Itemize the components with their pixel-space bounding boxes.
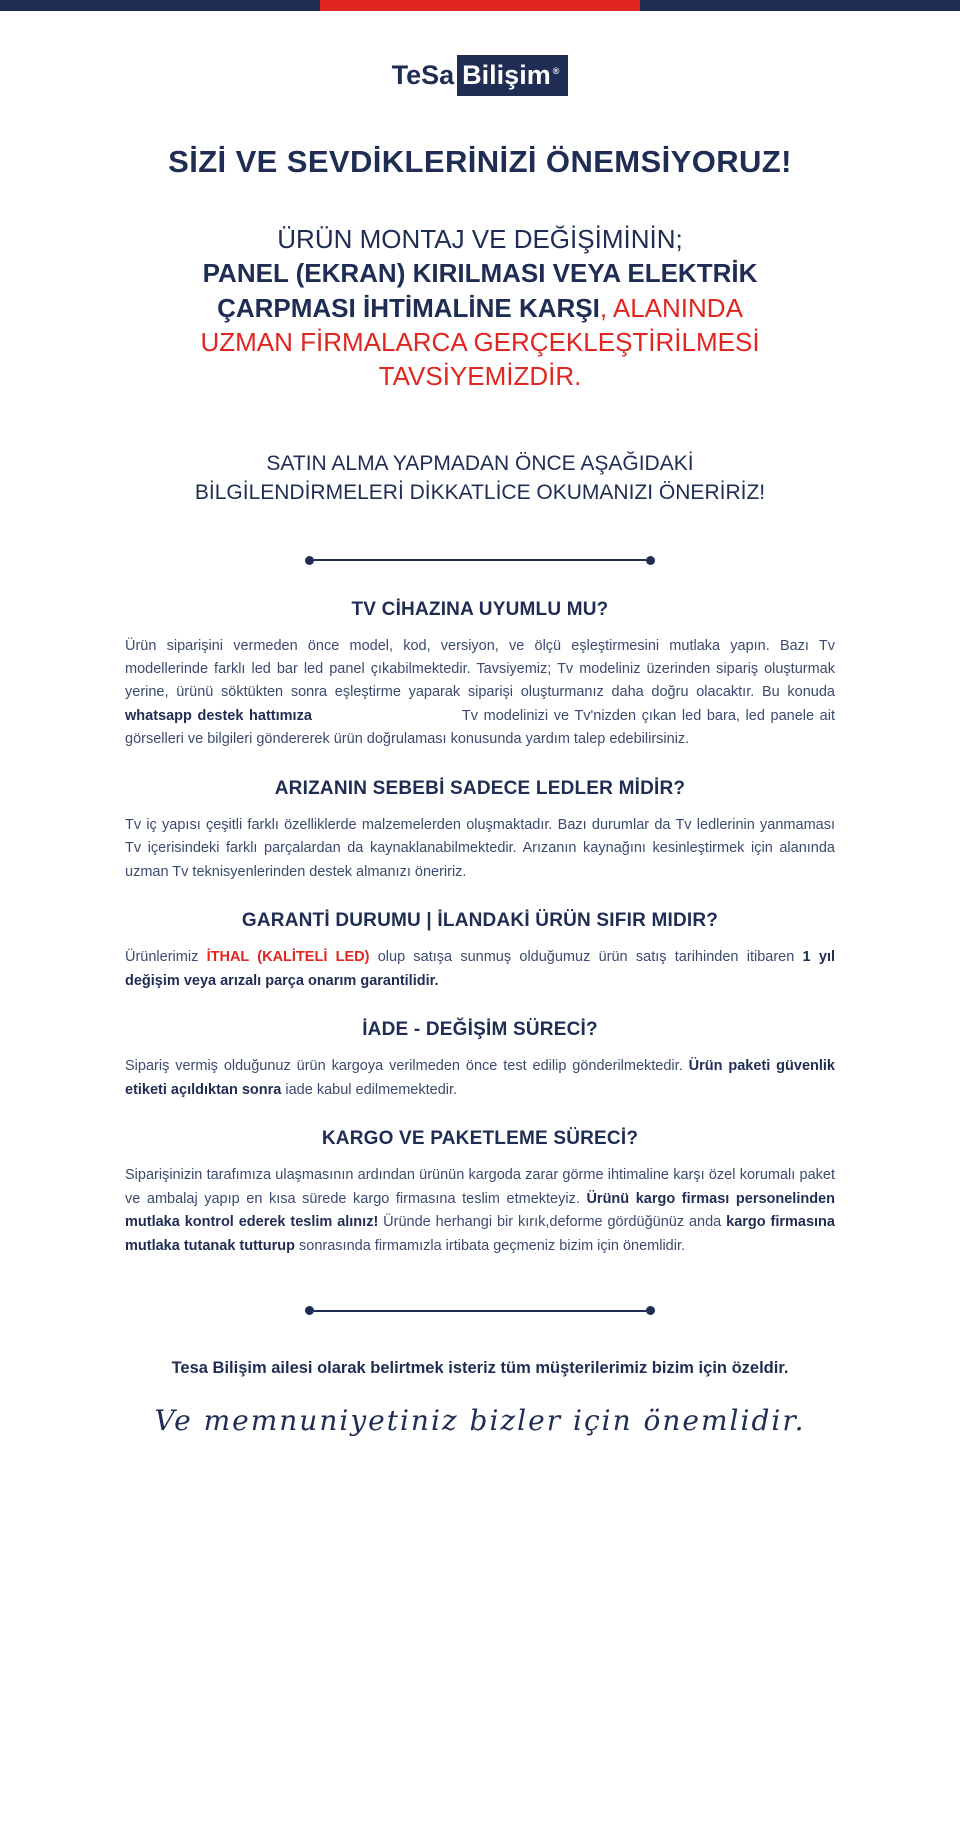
- subheadline-line-5: TAVSİYEMİZDİR.: [378, 361, 582, 392]
- subheadline-line-3: [80, 291, 880, 325]
- registered-mark-icon: ®: [552, 66, 560, 76]
- faq-text-run: Üründe herhangi bir kırık,deforme gördüğünüz anda: [378, 1214, 727, 1231]
- page-title: SİZİ VE SEVDİKLERİNİZİ ÖNEMSİYORUZ!: [168, 144, 792, 179]
- faq-text-run: Siparişinizin tarafımıza ulaşmasının ardından ürünün kargoda zarar görme ihtimaline karşı özel korumalı paket ve ambalaj yapıp en kısa sürede kargo firmasına teslim etmekteyiz.: [125, 1167, 835, 1207]
- faq-text-run: sonrasında firmamızla irtibata geçmeniz bizim için önemlidir.: [294, 1237, 686, 1254]
- subheadline: [80, 222, 880, 394]
- subheadline-line-3-bold: ÇARPMASI İHTİMALİNE KARŞI: [217, 292, 600, 323]
- subheadline-line-1: ÜRÜN MONTAJ VE DEĞİŞİMİNİN;: [277, 224, 683, 254]
- divider-top: [305, 556, 655, 565]
- divider-dot-right-icon: [646, 1306, 655, 1315]
- faq-text-run: İTHAL (KALİTELİ LED): [206, 949, 370, 966]
- faq-text-run: 1 yıl değişim veya arızalı parça onarım garantilidir.: [125, 949, 835, 989]
- faq-text-run: Tv iç yapısı çeşitli farklı özelliklerde malzemelerden oluşmaktadır. Bazı durumlar da Tv ledlerinin yanmaması Tv içerisindeki farklı parçalardan da kaynaklanabilmektedir. Arızanın kaynağını kesinleştirmek için alanında uzman Tv teknisyenlerinden destek almanızı öneririz.: [125, 816, 835, 880]
- faq-text-run: Ürün siparişini vermeden önce model, kod, versiyon, ve ölçü eşleştirmesini mutlaka yapın. Bazı Tv modellerinde farklı led bar led panel çıkabilmektedir. Tavsiyemiz; Tv modeliniz üzerinden sipariş oluşturmak yerine, ürünü söktükten sonra eşleştirme yaparak siparişi oluşturmanız daha doğru olacaktır. Bu konuda: [125, 637, 835, 701]
- faq-section-body: [125, 1055, 835, 1102]
- divider-dot-left-icon: [305, 1306, 314, 1315]
- faq-section: [125, 1128, 835, 1258]
- faq-text-run: iade kabul edilmemektedir.: [281, 1081, 458, 1098]
- divider-dot-right-icon: [646, 556, 655, 565]
- accent-segment-navy-left: [0, 0, 320, 11]
- faq-section: [125, 1019, 835, 1102]
- subheadline-line-4: UZMAN FİRMALARCA GERÇEKLEŞTİRİLMESİ: [200, 326, 760, 357]
- faq-section-body: [125, 946, 835, 993]
- reading-notice-line-1: SATIN ALMA YAPMADAN ÖNCE AŞAĞIDAKİ: [266, 451, 694, 475]
- subheadline-line-2: PANEL (EKRAN) KIRILMASI VEYA ELEKTRİK: [202, 258, 758, 289]
- logo-text-primary: TeSa: [391, 60, 455, 90]
- faq-section-body: [125, 1164, 835, 1258]
- top-accent-bar: [0, 0, 960, 11]
- accent-segment-navy-right: [640, 0, 960, 11]
- faq-section-title: GARANTİ DURUMU | İLANDAKİ ÜRÜN SIFIR MIDIR?: [241, 910, 719, 932]
- script-tagline: Ve memnuniyetiniz bizler için önemlidir.: [154, 1404, 806, 1438]
- closing-statement: Tesa Bilişim ailesi olarak belirtmek isteriz tüm müşterilerimiz bizim için özeldir.: [171, 1359, 789, 1378]
- faq-section-title: KARGO VE PAKETLEME SÜRECİ?: [321, 1128, 639, 1150]
- divider-bottom: [305, 1306, 655, 1315]
- faq-section-body: [125, 814, 835, 884]
- faq-section: [125, 599, 835, 752]
- faq-section-body: [125, 635, 835, 752]
- logo-lockup: [392, 55, 569, 96]
- faq-sections: [125, 599, 835, 1259]
- subheadline-line-3-red: , ALANINDA: [599, 292, 743, 323]
- faq-text-run: Ürünü kargo firması personelinden mutlaka kontrol ederek teslim alınız!: [125, 1190, 835, 1231]
- faq-section: [125, 778, 835, 884]
- faq-section-title: ARIZANIN SEBEBİ SADECE LEDLER MİDİR?: [274, 777, 686, 799]
- accent-segment-red: [320, 0, 640, 11]
- reading-notice-line-2: BİLGİLENDİRMELERİ DİKKATLİCE OKUMANIZI ÖNERİRİZ!: [194, 480, 766, 504]
- faq-section: [125, 910, 835, 993]
- divider-dot-left-icon: [305, 556, 314, 565]
- faq-text-run: kargo firmasına mutlaka tutanak tutturup: [125, 1214, 835, 1254]
- faq-text-run: olup satışa sunmuş olduğumuz ürün satış tarihinden itibaren: [369, 949, 803, 966]
- brand-logo: [0, 55, 960, 96]
- faq-text-run: whatsapp destek hattımıza: [125, 707, 312, 724]
- faq-text-run: Tv modelinizi ve Tv'nizden çıkan led bara, led panele ait görselleri ve bilgileri göndererek ürün doğrulaması konusunda yardım talep edebilirsiniz.: [125, 707, 835, 748]
- divider-line: [314, 1310, 646, 1312]
- faq-text-run: Ürünlerimiz: [125, 949, 207, 966]
- logo-text-secondary-label: Bilişim: [462, 60, 551, 90]
- reading-notice: [80, 450, 880, 508]
- logo-text-secondary: [457, 55, 568, 96]
- divider-line: [314, 559, 646, 561]
- faq-text-run: Sipariş vermiş olduğunuz ürün kargoya verilmeden önce test edilip gönderilmektedir.: [125, 1058, 689, 1075]
- faq-text-run: Ürün paketi güvenlik etiketi açıldıktan sonra: [125, 1058, 835, 1098]
- faq-section-title: İADE - DEĞİŞİM SÜRECİ?: [362, 1019, 598, 1041]
- faq-section-title: TV CİHAZINA UYUMLU MU?: [351, 598, 609, 620]
